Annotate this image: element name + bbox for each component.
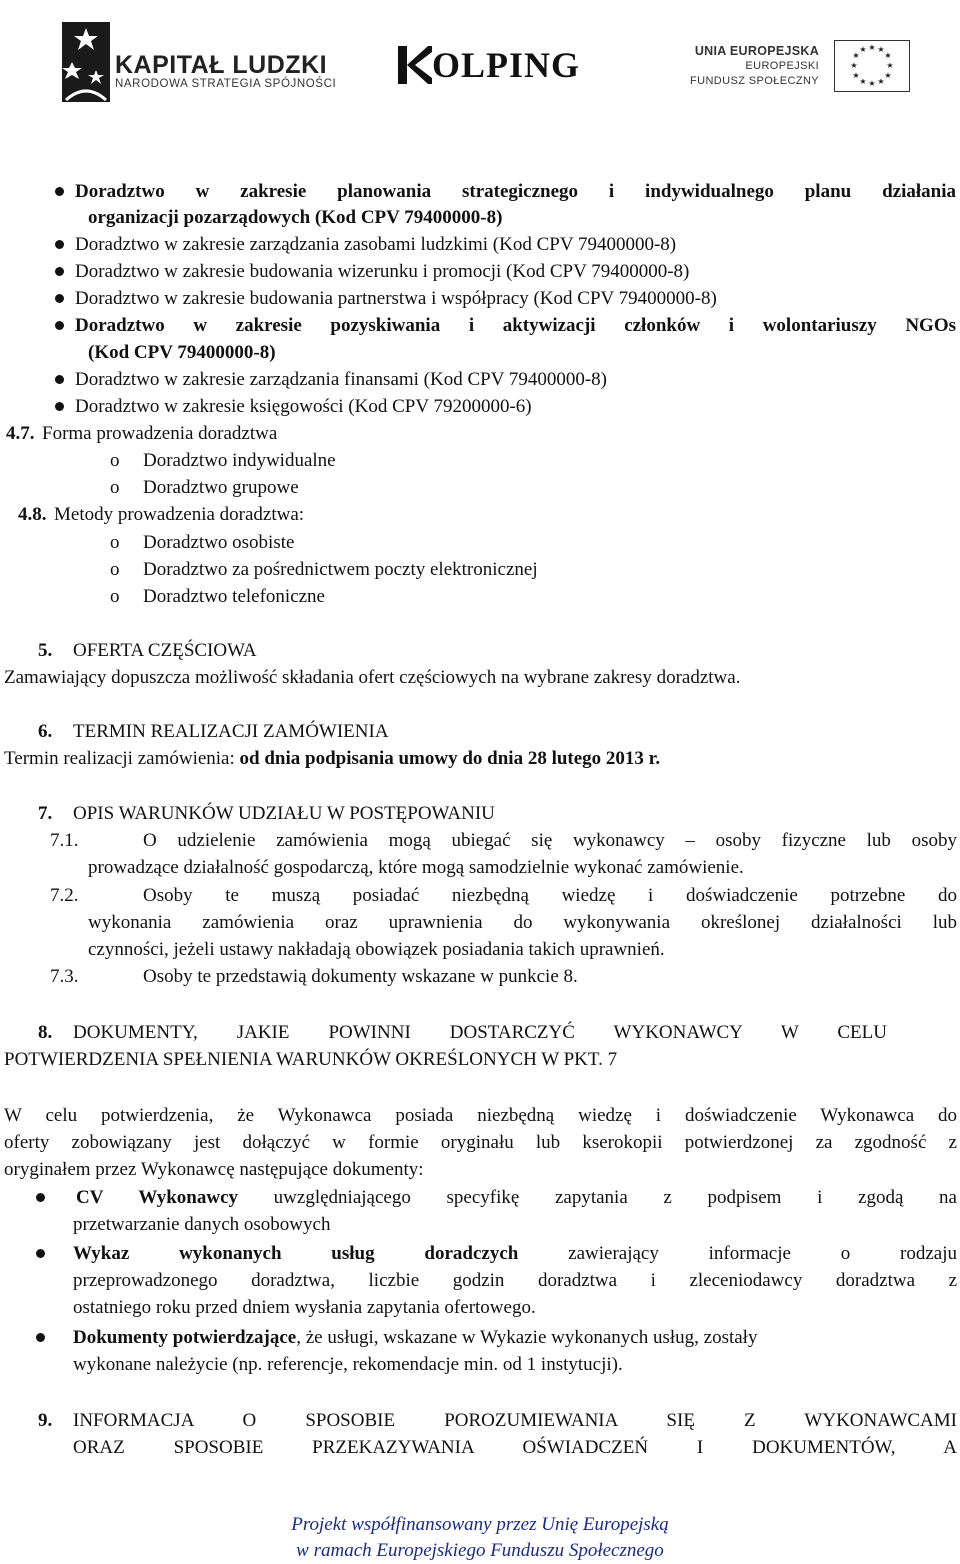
bullet-dot-icon [36,1249,45,1258]
section-5-text: Zamawiający dopuszcza możliwość składania ofert częściowych na wybrane zakresy doradztwa. [4,667,741,688]
kolping-k-icon [398,44,432,86]
bullet-dot-icon [55,402,64,411]
section-8-intro-line1: W celu potwierdzenia, że Wykonawca posiada niezbędną wiedzę i doświadczenie Wykonawca do [4,1105,957,1126]
list-item: Doradztwo w zakresie planowania strategicznego i indywidualnego planu działania [75,181,956,202]
svg-text:★: ★ [850,61,858,70]
svg-text:★: ★ [859,45,867,54]
section-5-title: OFERTA CZĘŚCIOWA [73,640,257,661]
circle-marker: o [110,450,120,471]
list-item: Doradztwo w zakresie zarządzania zasobami ludzkimi (Kod CPV 79400000-8) [75,234,677,255]
list-item-cont: organizacji pozarządowych (Kod CPV 79400000-8) [88,207,503,228]
document-item-wykaz [73,1242,957,1266]
document-item-cv [76,1186,957,1210]
paragraph-7-2-line2: wykonania zamówienia oraz uprawnienia do wykonywania określonej działalności lub [88,912,957,933]
document-item-wykaz-bold: Wykaz wykonanych usług doradczych [73,1243,519,1264]
kapital-ludzki-name: KAPITAŁ LUDZKI [115,51,328,79]
paragraph-7-1-line1: O udzielenie zamówienia mogą ubiegać się wykonawcy – osoby fizyczne lub osoby [143,830,957,851]
kapital-ludzki-logo-icon [62,22,110,102]
paragraph-7-3-line1: Osoby te przedstawią dokumenty wskazane w punkcie 8. [143,966,578,987]
bullet-dot-icon [55,267,64,276]
document-item-wykaz-line3: ostatniego roku przed dniem wysłania zapytania ofertowego. [73,1297,536,1318]
svg-text:★: ★ [877,77,885,86]
document-item-wykaz-rest: zawierający informacje o rodzaju [518,1243,957,1264]
section-6-number: 6. [38,721,53,742]
document-item-cv-bold: CV Wykonawcy [76,1187,239,1208]
section-5-number: 5. [38,640,53,661]
kapital-ludzki-text [115,52,336,90]
section-6-text-bold: od dnia podpisania umowy do dnia 28 lutego 2013 r. [239,748,661,769]
list-item: Doradztwo telefoniczne [143,586,325,607]
svg-text:★: ★ [884,51,892,60]
bullet-dot-icon [55,294,64,303]
list-item: Doradztwo indywidualne [143,450,336,471]
section-9-number: 9. [38,1410,53,1431]
bullet-dot-icon [36,1333,45,1342]
section-9-title-line1: INFORMACJA O SPOSOBIE POROZUMIEWANIA SIĘ Z WYKONAWCAMI [73,1410,957,1431]
list-item-cont: (Kod CPV 79400000-8) [88,342,276,363]
section-4-8-title: Metody prowadzenia doradztwa: [54,504,305,525]
eu-logo-text [690,44,819,89]
page-footer [0,1512,960,1564]
circle-marker: o [110,477,120,498]
section-6-text-lead: Termin realizacji zamówienia: [4,748,240,769]
list-item: Doradztwo w zakresie budowania partnerstwa i współpracy (Kod CPV 79400000-8) [75,288,717,309]
section-8-intro-line3: oryginałem przez Wykonawcę następujące dokumenty: [4,1159,424,1180]
section-6-title: TERMIN REALIZACJI ZAMÓWIENIA [73,721,389,742]
circle-marker: o [110,586,120,607]
kolping-logo-text: OLPING [432,45,581,85]
paragraph-7-1-number: 7.1. [50,830,79,851]
svg-text:★: ★ [884,71,892,80]
document-item-potwierdzajace [73,1326,757,1350]
svg-text:★: ★ [868,43,876,52]
eu-line2: EUROPEJSKI [745,60,820,72]
bullet-dot-icon [55,321,64,330]
section-7-number: 7. [38,803,53,824]
page-header [0,0,960,130]
section-9-title-line2: ORAZ SPOSOBIE PRZEKAZYWANIA OŚWIADCZEŃ I DOKUMENTÓW, A [73,1437,957,1458]
document-item-cv-line2: przetwarzanie danych osobowych [73,1214,331,1235]
circle-marker: o [110,532,120,553]
paragraph-7-2-line3: czynności, jeżeli ustawy nakładają obowiązek posiadania takich uprawnień. [88,939,665,960]
document-item-cv-rest: uwzględniającego specyfikę zapytania z podpisem i zgodą na [238,1187,957,1208]
section-8-intro-line2: oferty zobowiązany jest dołączyć w formie oryginału lub kserokopii potwierdzonej za zgodność z [4,1132,957,1153]
document-item-potwierdzajace-bold: Dokumenty potwierdzające [73,1327,297,1348]
svg-text:★: ★ [886,61,894,70]
circle-marker: o [110,559,120,580]
footer-line2: w ramach Europejskiego Funduszu Społecznego [296,1540,664,1561]
paragraph-7-1-line2: prowadzące działalność gospodarczą, które mogą samodzielnie wykonać zamówienie. [88,857,744,878]
list-item: Doradztwo w zakresie zarządzania finansami (Kod CPV 79400000-8) [75,369,607,390]
bullet-dot-icon [36,1193,45,1202]
section-4-8-number: 4.8. [18,504,47,525]
section-4-7-number: 4.7. [6,423,35,444]
section-8-title-line1: DOKUMENTY, JAKIE POWINNI DOSTARCZYĆ WYKONAWCY W CELU [73,1022,887,1043]
kapital-ludzki-subtitle: NARODOWA STRATEGIA SPÓJNOŚCI [115,78,337,90]
list-item: Doradztwo w zakresie księgowości (Kod CPV 79200000-6) [75,396,532,417]
bullet-dot-icon [55,375,64,384]
section-4-7-title: Forma prowadzenia doradztwa [42,423,278,444]
paragraph-7-2-number: 7.2. [50,885,79,906]
svg-text:★: ★ [868,79,876,88]
eu-line3: FUNDUSZ SPOŁECZNY [690,75,820,87]
section-7-title: OPIS WARUNKÓW UDZIAŁU W POSTĘPOWANIU [73,803,495,824]
svg-text:★: ★ [852,71,860,80]
paragraph-7-2-line1: Osoby te muszą posiadać niezbędną wiedzę i doświadczenie potrzebne do [143,885,957,906]
svg-text:★: ★ [877,45,885,54]
section-8-title-line2: POTWIERDZENIA SPEŁNIENIA WARUNKÓW OKREŚLONYCH W PKT. 7 [4,1049,618,1070]
svg-text:★: ★ [859,77,867,86]
eu-flag-icon [834,40,910,92]
list-item: Doradztwo grupowe [143,477,299,498]
footer-line1: Projekt współfinansowany przez Unię Europejską [291,1514,669,1535]
list-item: Doradztwo za pośrednictwem poczty elektronicznej [143,559,538,580]
list-item: Doradztwo osobiste [143,532,295,553]
bullet-dot-icon [55,240,64,249]
list-item: Doradztwo w zakresie pozyskiwania i aktywizacji członków i wolontariuszy NGOs [75,315,956,336]
section-8-number: 8. [38,1022,53,1043]
document-item-potwierdzajace-rest: , że usługi, wskazane w Wykazie wykonanych usług, zostały [296,1327,758,1348]
document-item-potwierdzajace-line2: wykonane należycie (np. referencje, rekomendacje min. od 1 instytucji). [73,1354,623,1375]
paragraph-7-3-number: 7.3. [50,966,79,987]
svg-text:★: ★ [852,51,860,60]
section-6-text [4,747,660,771]
document-item-wykaz-line2: przeprowadzonego doradztwa, liczbie godzin doradztwa i zleceniodawcy doradztwa z [73,1270,957,1291]
list-item: Doradztwo w zakresie budowania wizerunku i promocji (Kod CPV 79400000-8) [75,261,690,282]
eu-line1: UNIA EUROPEJSKA [694,44,820,58]
bullet-dot-icon [55,187,64,196]
